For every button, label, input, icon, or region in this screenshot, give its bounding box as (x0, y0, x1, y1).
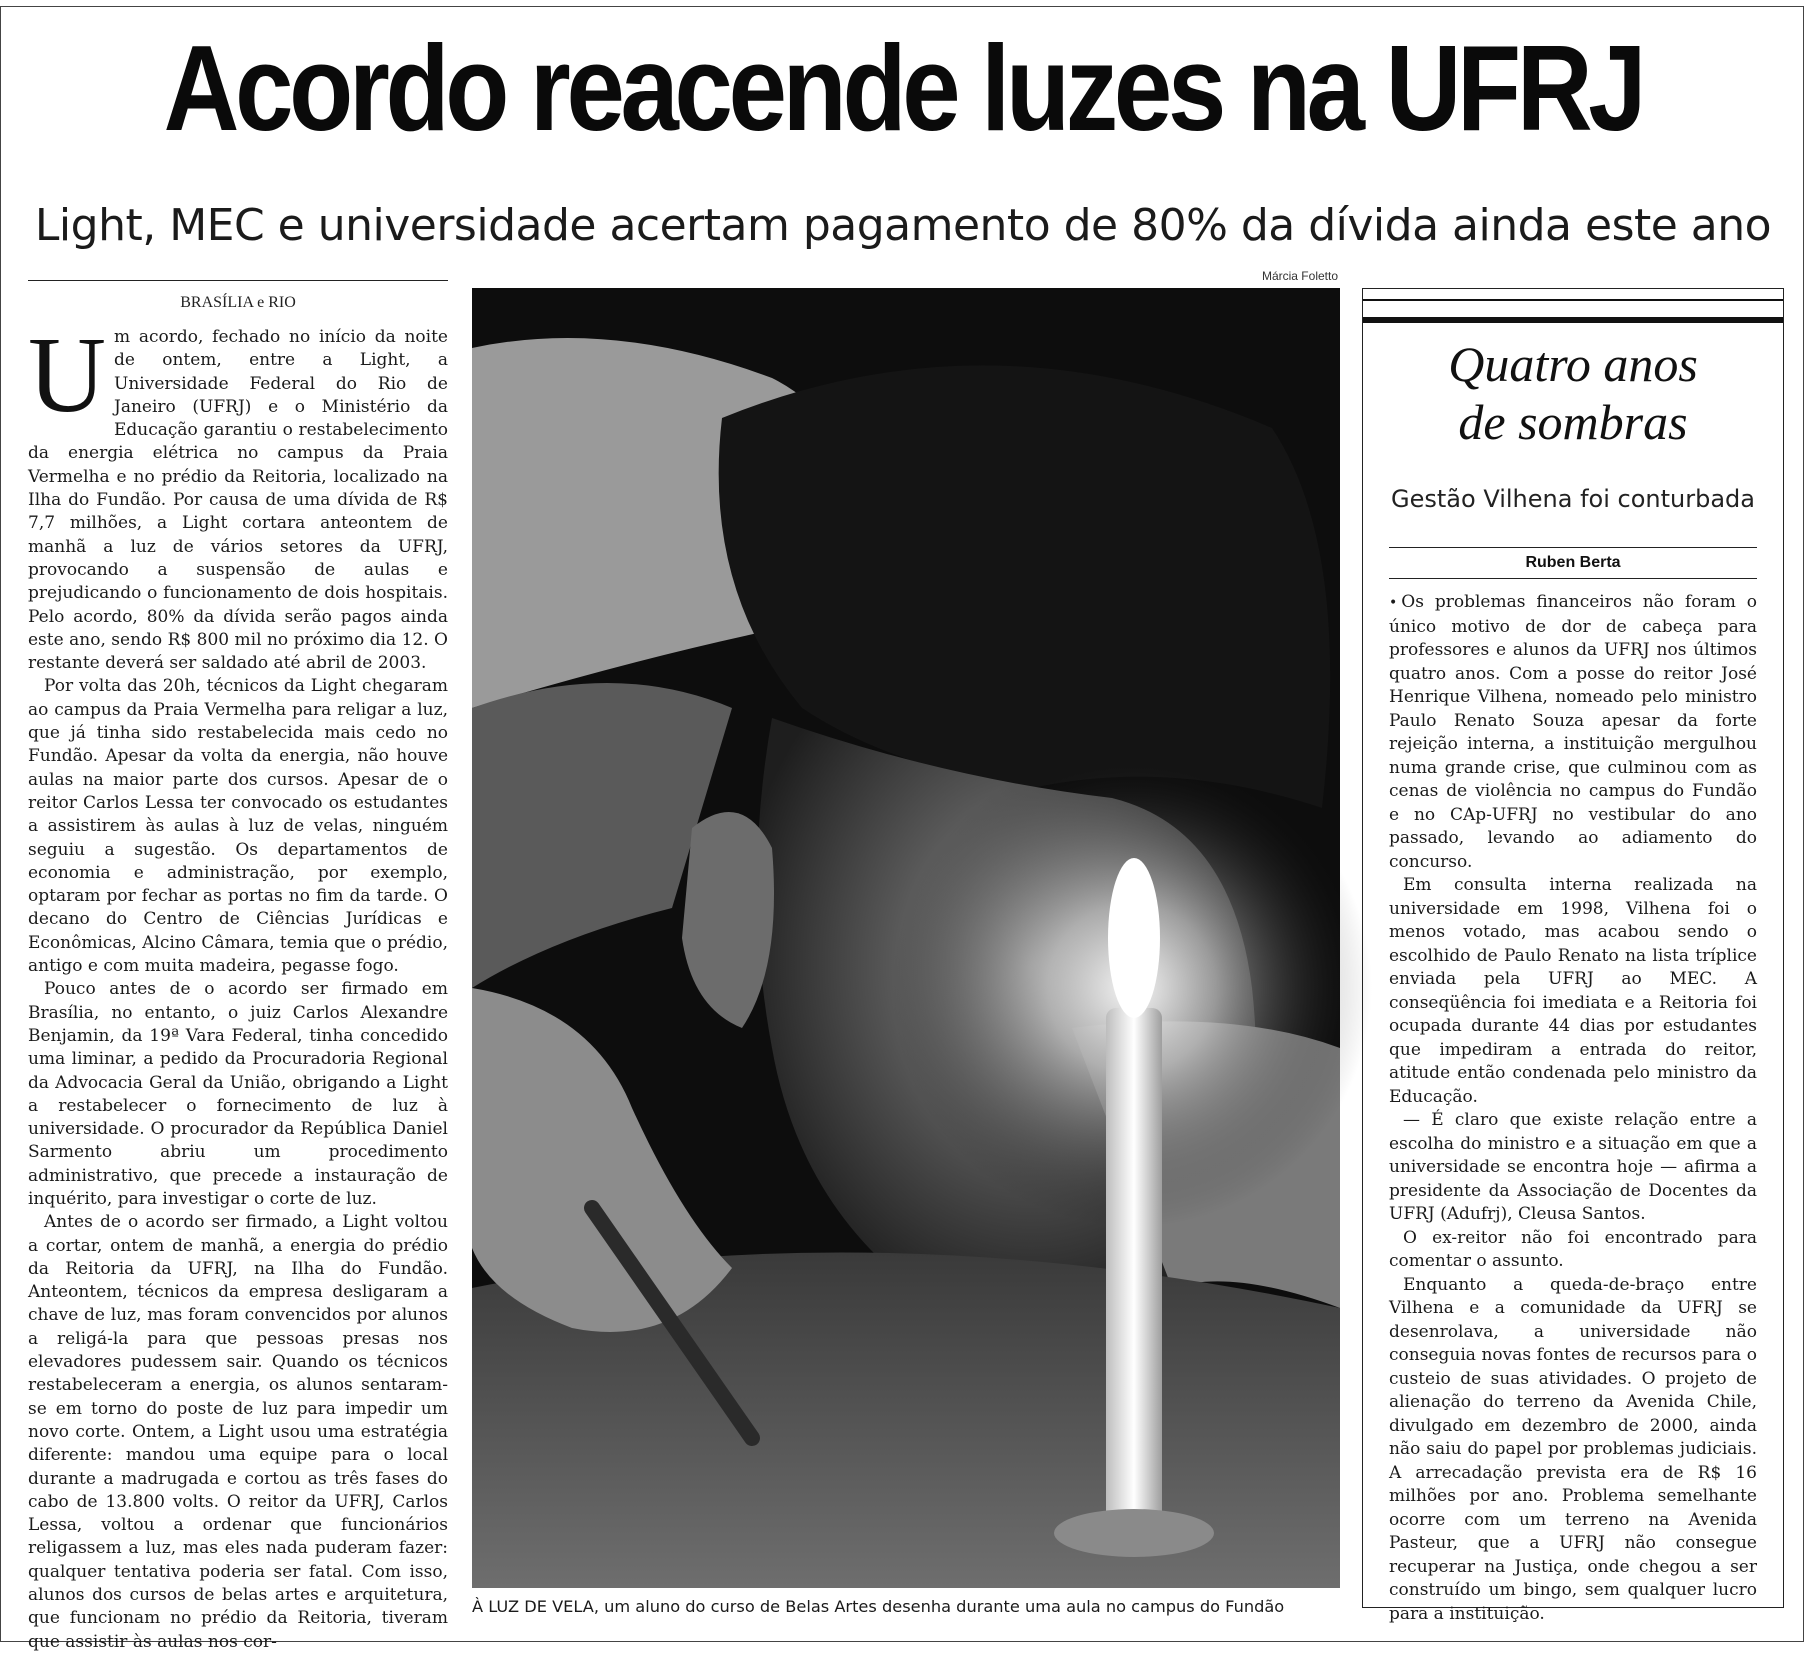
sidebar-paragraph-5: Enquanto a queda-de-braço entre Vilhena e a comunidade da UFRJ se desenrolava, a universidade não conseguia novas fontes de recursos para o custeio de suas atividades. O projeto de alienação do terreno da Avenida Chile, divulgado em dezembro de 2000, ainda não saiu do papel por problemas judiciais. A arrecadação prevista era de R$ 16 milhões por ano. Problema semelhante ocorre com um terreno na Avenida Pasteur, que a UFRJ não consegue recuperar na Justiça, onde chegou a ser construído um bingo, sem qualquer lucro para a instituição. (1389, 1274, 1757, 1624)
sidebar-title (1363, 335, 1783, 451)
sidebar-byline: Ruben Berta (1389, 547, 1757, 579)
sidebar-title-line-2: de sombras (1458, 394, 1688, 450)
sidebar-text (1389, 591, 1757, 1624)
sidebar-subtitle: Gestão Vilhena foi conturbada (1391, 485, 1755, 513)
dropcap: U (28, 316, 106, 435)
news-photo (472, 288, 1340, 1588)
dateline: BRASÍLIA e RIO (180, 294, 296, 311)
left-column-rule (28, 280, 448, 281)
sidebar-paragraph-1 (1389, 591, 1757, 874)
article-paragraph-3: Pouco antes de o acordo ser firmado em Brasília, no entanto, o juiz Carlos Alexandre Benjamin, da 19ª Vara Federal, tinha concedido uma liminar, a pedido da Procuradoria Regional da Advocacia Geral da União, obrigando a Light a restabelecer o fornecimento de luz à universidade. O procurador da República Daniel Sarmento abriu um procedimento administrativo, que precede a instauração de inquérito, para investigar o corte de luz. (28, 979, 448, 1209)
bullet-icon: • (1389, 595, 1398, 611)
main-article (28, 316, 448, 1652)
sidebar-paragraph-4: O ex-reitor não foi encontrado para comentar o assunto. (1389, 1227, 1757, 1271)
sidebar-paragraph-1-text: Os problemas financeiros não foram o único motivo de dor de cabeça para professores e alunos da UFRJ nos últimos quatro anos. Com a posse do reitor José Henrique Vilhena, nomeado pelo ministro Paulo Renato Souza apesar da forte rejeição interna, a instituição mergulhou numa grande crise, que culminou com as cenas de violência no campus do Fundão e no CAp-UFRJ no vestibular do ano passado, levando ao adiamento do concurso. (1389, 592, 1757, 872)
sidebar-box (1362, 288, 1784, 1624)
sidebar-paragraph-3: — É claro que existe relação entre a escolha do ministro e a situação em que a universidade se encontra hoje — afirma a presidente da Associação de Docentes da UFRJ (Adufrj), Cleusa Santos. (1389, 1110, 1757, 1224)
photo-credit: Márcia Foletto (1261, 269, 1338, 283)
sidebar-top-rules (1363, 299, 1783, 323)
article-paragraph-4: Antes de o acordo ser firmado, a Light voltou a cortar, ontem de manhã, a energia do prédio da Reitoria da UFRJ, na Ilha do Fundão. Anteontem, técnicos da empresa desligaram a chave de luz, mas foram convencidos por alunos a religá-la para que pessoas presas nos elevadores pudessem sair. Quando os técnicos restabeleceram a energia, os alunos sentaram-se em torno do poste de luz para impedir um novo corte. Ontem, a Light usou uma estratégia diferente: mandou uma equipe para o local durante a madrugada e cortou as três fases do cabo de 13.800 volts. O reitor da UFRJ, Carlos Lessa, voltou a ordenar que funcionários religassem a luz, mas eles nada puderam fazer: qualquer tentativa poderia ser fatal. Com isso, alunos dos cursos de belas artes e arquitetura, que funcionam no prédio da Reitoria, tiveram que assistir às aulas nos cor- (28, 1212, 448, 1652)
photo-caption: À LUZ DE VELA, um aluno do curso de Belas Artes desenha durante uma aula no campus do Fundão (472, 1597, 1285, 1616)
sidebar-paragraph-2: Em consulta interna realizada na universidade em 1998, Vilhena foi o menos votado, mas acabou sendo o escolhido de Paulo Renato na lista tríplice enviada pela UFRJ ao MEC. A conseqüência foi imediata e a Reitoria foi ocupada durante 44 dias por estudantes que impediram a entrada do reitor, atitude então condenada pelo ministro da Educação. (1389, 875, 1757, 1107)
article-paragraph-2: Por volta das 20h, técnicos da Light chegaram ao campus da Praia Vermelha para religar a luz, que já tinha sido restabelecida mais cedo no Fundão. Apesar da volta da energia, não houve aulas na maior parte dos cursos. Apesar de o reitor Carlos Lessa ter convocado os estudantes a assistirem às aulas à luz de velas, ninguém seguiu a sugestão. Os departamentos de economia e administração, por exemplo, optaram por fechar as portas no fim da tarde. O decano do Centro de Ciências Jurídicas e Econômicas, Alcino Câmara, temia que o prédio, antigo e com muita madeira, pegasse fogo. (28, 676, 448, 977)
sidebar-title-line-1: Quatro anos (1448, 336, 1698, 392)
subheadline: Light, MEC e universidade acertam pagamento de 80% da dívida ainda este ano (34, 200, 1772, 251)
article-paragraph-1: m acordo, fechado no início da noite de ontem, entre a Light, a Universidade Federal do Rio de Janeiro (UFRJ) e o Ministério da Educação garantiu o restabelecimento da energia elétrica no campus da Praia Vermelha e no prédio da Reitoria, localizado na Ilha do Fundão. Por causa de uma dívida de R$ 7,7 milhões, a Light cortara anteontem de manhã a luz de vários setores da UFRJ, provocando a suspensão de aulas e prejudicando o funcionamento de dois hospitais. Pelo acordo, 80% da dívida serão pagos ainda este ano, sendo R$ 800 mil no próximo dia 12. O restante deverá ser saldado até abril de 2003. (28, 327, 448, 674)
headline: Acordo reacende luzes na UFRJ (163, 20, 1643, 156)
